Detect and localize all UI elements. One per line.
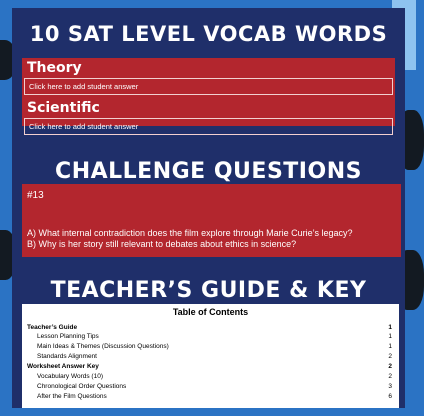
toc-row: [27, 383, 392, 391]
vocab-section-title: 10 SAT LEVEL VOCAB WORDS: [29, 22, 388, 46]
toc-row: [27, 343, 392, 351]
toc-row: [27, 333, 392, 341]
toc-section-row: [27, 363, 392, 371]
question-number: #13: [27, 190, 44, 201]
question-b: B) Why is her story still relevant to debates about ethics in science?: [27, 239, 297, 249]
toc-row: [27, 373, 392, 381]
toc-title: Table of Contents: [172, 307, 249, 317]
toc-page: 1: [388, 343, 392, 350]
vocab-item-scientific: [22, 98, 395, 131]
toc-row: [27, 393, 392, 401]
toc-label: Worksheet Answer Key: [27, 363, 99, 370]
toc-label: Main Ideas & Themes (Discussion Questions): [37, 343, 169, 350]
teacher-guide-title: TEACHER’S GUIDE & KEY: [50, 278, 367, 303]
toc-page: 2: [388, 353, 392, 360]
toc-label: Vocabulary Words (10): [37, 373, 103, 380]
toc-page: 1: [388, 333, 392, 340]
student-answer-field[interactable]: Click here to add student answer: [24, 78, 393, 95]
worksheet-card: [12, 8, 405, 408]
toc-label: Lesson Planning Tips: [37, 333, 99, 340]
toc-page: 2: [388, 373, 392, 380]
toc-page: 6: [388, 393, 392, 400]
toc-page: 3: [388, 383, 392, 390]
vocab-word: Scientific: [27, 100, 100, 116]
table-of-contents: [22, 304, 399, 408]
toc-page: 1: [388, 324, 392, 331]
toc-page: 2: [388, 363, 392, 370]
challenge-section-title: CHALLENGE QUESTIONS: [55, 159, 362, 184]
challenge-question-box: [22, 184, 401, 257]
question-a: A) What internal contradiction does the film explore through Marie Curie’s legacy?: [27, 228, 353, 238]
toc-label: Teacher’s Guide: [27, 324, 78, 331]
vocab-word: Theory: [27, 60, 82, 76]
toc-label: Chronological Order Questions: [37, 383, 127, 390]
toc-label: Standards Alignment: [37, 353, 97, 360]
toc-row: [27, 353, 392, 361]
toc-label: After the Film Questions: [37, 393, 107, 400]
student-answer-field[interactable]: Click here to add student answer: [24, 118, 393, 135]
toc-section-row: [27, 324, 392, 332]
